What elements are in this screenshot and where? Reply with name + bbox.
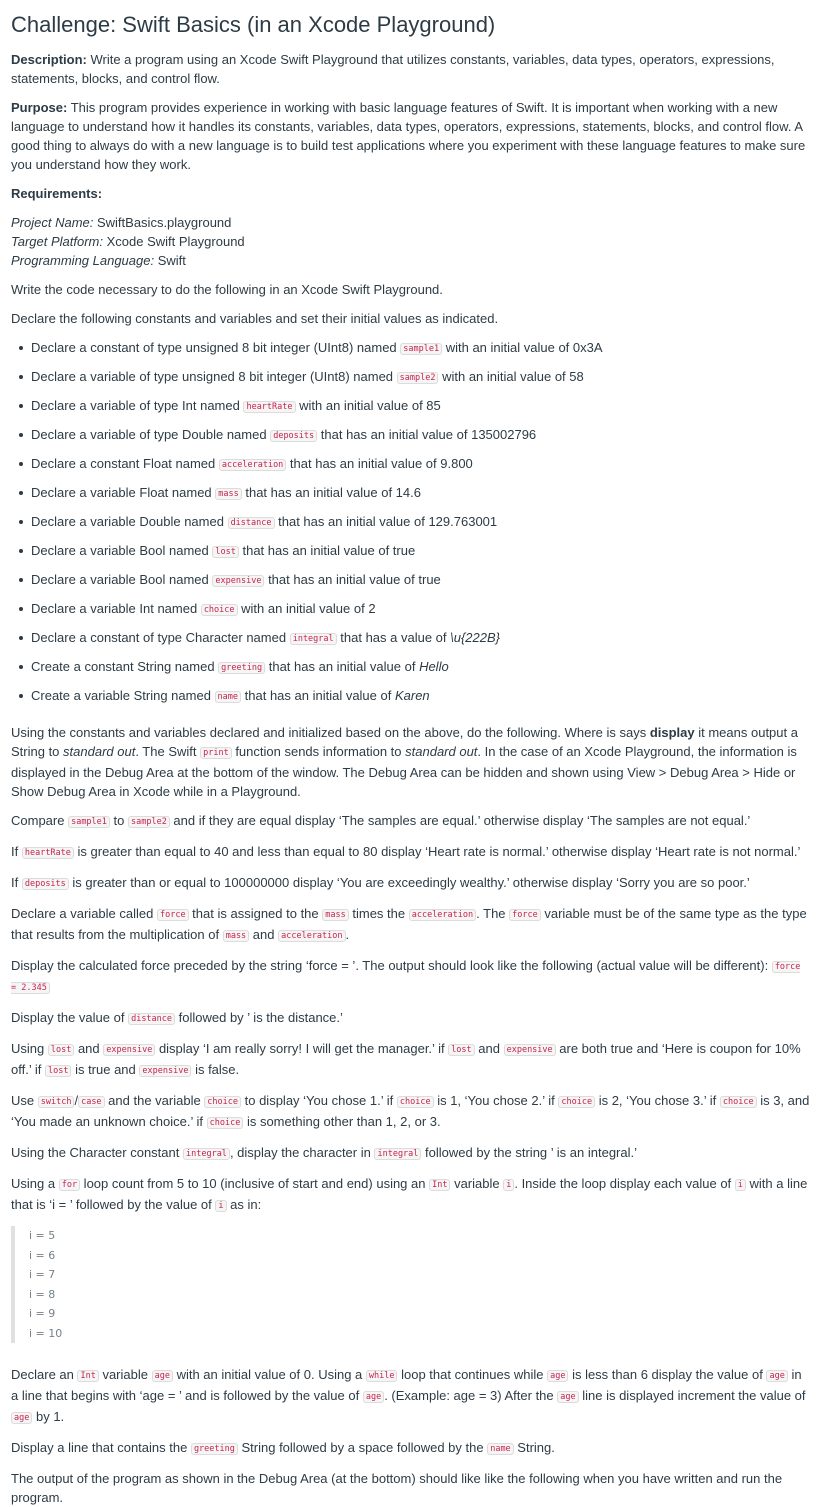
text-run: that has an initial value of true <box>238 543 416 558</box>
text-run: Declare a variable of type Int named <box>31 398 244 413</box>
text-run: variable <box>98 1367 152 1382</box>
target-platform-label: Target Platform: <box>11 234 104 249</box>
text-run: Display the value of <box>11 1010 129 1025</box>
inline-code: age <box>363 1391 384 1403</box>
description-text: Write a program using an Xcode Swift Playground that utilizes constants, variables, data types, operators, expressions, statements, blocks, and control flow. <box>11 52 775 86</box>
text-run: . The Swift <box>135 744 201 759</box>
text-run: with a line that is ‘i = ’ followed by the value of <box>11 1176 808 1212</box>
text-run: followed by ’ is the distance.’ <box>175 1010 343 1025</box>
text-run: Using a <box>11 1176 59 1191</box>
inline-code: mass <box>223 930 249 942</box>
inline-code: greeting <box>218 662 265 674</box>
text-run: Declare a variable Double named <box>31 514 228 529</box>
text-run: with an initial value of 2 <box>237 601 376 616</box>
inline-code: choice <box>207 1117 244 1129</box>
list-item <box>11 512 810 541</box>
inline-code: deposits <box>270 430 317 442</box>
text-run: standard out <box>63 744 136 759</box>
text-run: . In the case of an Xcode Playground, the information is displayed in the Debug Area at the bottom of the window. The Debug Area can be hidden and shown using View > Debug Area > Hide or Show Debug Area in Xcode while in a Playground. <box>11 744 797 799</box>
inline-code: name <box>215 691 241 703</box>
text-run: Declare a variable Bool named <box>31 543 213 558</box>
task-heart-rate <box>11 842 810 863</box>
text-run: is 2, ‘You chose 3.’ if <box>595 1093 720 1108</box>
inline-code: mass <box>215 488 241 500</box>
output-line: i = 10 <box>29 1326 63 1340</box>
text-run: Display a line that contains the <box>11 1440 191 1455</box>
inline-code: lost <box>45 1065 71 1077</box>
text-run: followed by the string ’ is an integral.’ <box>421 1145 637 1160</box>
inline-code: for <box>59 1179 80 1191</box>
text-run: that has an initial value of true <box>264 572 441 587</box>
task-compare <box>11 811 810 832</box>
inline-code: expensive <box>212 575 264 587</box>
list-item <box>11 425 810 454</box>
inline-code: heartRate <box>243 401 295 413</box>
declarations-list <box>11 338 810 715</box>
text-run: Declare a constant of type unsigned 8 bit integer (UInt8) named <box>31 340 401 355</box>
project-info <box>11 213 810 270</box>
inline-code: sample1 <box>400 343 442 355</box>
text-run: Declare a variable of type unsigned 8 bit integer (UInt8) named <box>31 369 397 384</box>
text-run: with an initial value of 0. Using a <box>172 1367 366 1382</box>
inline-code: mass <box>322 909 348 921</box>
inline-code: greeting <box>191 1443 238 1455</box>
text-run: by 1. <box>32 1409 65 1424</box>
intro-declare: Declare the following constants and variables and set their initial values as indicated. <box>11 311 499 326</box>
text-run: Using the constants and variables declared and initialized based on the above, do the following. Where is says <box>11 725 650 740</box>
text-run: is 1, ‘You chose 2.’ if <box>433 1093 559 1108</box>
inline-code: force <box>509 909 541 921</box>
inline-code: choice <box>204 1096 241 1108</box>
text-run: that has an initial value of 14.6 <box>241 485 421 500</box>
inline-code: deposits <box>22 878 69 890</box>
inline-code: expensive <box>504 1044 556 1056</box>
inline-code: force <box>157 909 189 921</box>
text-run: Declare a variable Float named <box>31 485 216 500</box>
inline-code: switch <box>38 1096 75 1108</box>
text-run: Declare a variable of type Double named <box>31 427 271 442</box>
text-run: is greater than equal to 40 and less than equal to 80 display ‘Heart rate is normal.’ otherwise display ‘Heart rate is not normal.’ <box>73 844 801 859</box>
text-run: function sends information to <box>231 744 406 759</box>
inline-code: age <box>766 1370 787 1382</box>
inline-code: Int <box>77 1370 98 1382</box>
inline-code: choice <box>720 1096 757 1108</box>
output-line: i = 6 <box>29 1248 56 1262</box>
inline-code: case <box>78 1096 104 1108</box>
text-run: Declare a variable Bool named <box>31 572 213 587</box>
text-run: . <box>345 927 350 942</box>
text-run: is something other than 1, 2, or 3. <box>243 1114 441 1129</box>
inline-code: i <box>735 1179 746 1191</box>
text-run: with an initial value of 0x3A <box>442 340 603 355</box>
programming-language-label: Programming Language: <box>11 253 155 268</box>
inline-code: print <box>200 747 232 759</box>
inline-code: acceleration <box>278 930 345 942</box>
inline-code: force = 2.345 <box>11 962 801 993</box>
using-paragraph <box>11 723 810 801</box>
text-run: and <box>74 1041 104 1056</box>
inline-code: heartRate <box>22 847 74 859</box>
inline-code: sample2 <box>397 372 439 384</box>
text-run: Declare a variable Int named <box>31 601 201 616</box>
text-run: is greater than or equal to 100000000 display ‘You are exceedingly wealthy.’ otherwise display ‘Sorry you are so poor.’ <box>68 875 750 890</box>
text-run: String. <box>513 1440 555 1455</box>
purpose-label: Purpose: <box>11 100 68 115</box>
inline-code: lost <box>448 1044 474 1056</box>
text-run: display ‘I am really sorry! I will get the manager.’ if <box>155 1041 449 1056</box>
inline-code: i <box>503 1179 514 1191</box>
inline-code: distance <box>128 1013 175 1025</box>
text-run: are both true and ‘Here is coupon for 10% off.’ if <box>11 1041 801 1077</box>
task-switch <box>11 1091 810 1133</box>
inline-code: sample2 <box>128 816 170 828</box>
programming-language-value: Swift <box>154 253 186 268</box>
target-platform-value: Xcode Swift Playground <box>103 234 245 249</box>
inline-code: choice <box>558 1096 595 1108</box>
inline-code: distance <box>228 517 275 529</box>
list-item <box>11 599 810 628</box>
purpose-paragraph <box>11 98 810 174</box>
description-paragraph <box>11 50 810 88</box>
text-run: is 3, and ‘You made an unknown choice.’ if <box>11 1093 810 1129</box>
purpose-text: This program provides experience in working with basic language features of Swift. It is important when working with a new language to understand how it handles its constants, variables, data types, operators, expressions, statements, blocks, and control flow. A good thing to always do with a new language is to build test applications where you experiment with these language features to make sure you understand how they work. <box>11 100 806 172</box>
page-title: Challenge: Swift Basics (in an Xcode Playground) <box>11 12 496 37</box>
inline-code: integral <box>183 1148 230 1160</box>
text-run: as in: <box>226 1197 262 1212</box>
list-item <box>11 628 810 657</box>
project-name-value: SwiftBasics.playground <box>93 215 232 230</box>
text-run: to <box>109 813 128 828</box>
list-item <box>11 454 810 483</box>
inline-code: expensive <box>103 1044 155 1056</box>
inline-code: i <box>215 1200 226 1212</box>
output-line: i = 5 <box>29 1229 56 1242</box>
inline-code: age <box>152 1370 173 1382</box>
description-label: Description: <box>11 52 87 67</box>
list-item <box>11 541 810 570</box>
text-run: , display the character in <box>229 1145 375 1160</box>
text-run: line is displayed increment the value of <box>578 1388 806 1403</box>
list-item <box>11 657 810 686</box>
inline-code: age <box>557 1391 578 1403</box>
text-run: is less than 6 display the value of <box>568 1367 767 1382</box>
text-run: variable must be of the same type as the type that results from the multiplication of <box>11 906 807 942</box>
text-run: . Inside the loop display each value of <box>514 1176 735 1191</box>
text-run: and if they are equal display ‘The samples are equal.’ otherwise display ‘The samples are not equal.’ <box>169 813 751 828</box>
task-display-force <box>11 956 810 998</box>
text-run: with an initial value of 58 <box>438 369 584 384</box>
task-while-loop <box>11 1365 810 1428</box>
text-run: Declare an <box>11 1367 78 1382</box>
task-for-loop <box>11 1174 810 1216</box>
text-run: Create a constant String named <box>31 659 219 674</box>
text-run: Declare a constant Float named <box>31 456 219 471</box>
text-run: . (Example: age = 3) After the <box>384 1388 558 1403</box>
text-run: Display the calculated force preceded by the string ‘force = ’. The output should look like the following (actual value will be different): <box>11 958 772 973</box>
text-run: and <box>474 1041 504 1056</box>
inline-code: sample1 <box>68 816 110 828</box>
list-item <box>11 570 810 599</box>
output-line: i = 9 <box>29 1307 56 1320</box>
loop-output-block <box>11 1226 810 1343</box>
inline-code: Int <box>429 1179 450 1191</box>
text-run: Compare <box>11 813 69 828</box>
text-run: that has an initial value of <box>241 688 395 703</box>
task-force <box>11 904 810 946</box>
text-run: to display ‘You chose 1.’ if <box>241 1093 397 1108</box>
text-run: that has an initial value of 135002796 <box>317 427 537 442</box>
inline-code: choice <box>201 604 238 616</box>
text-run: in a line that begins with ‘age = ’ and is followed by the value of <box>11 1367 802 1403</box>
text-run: If <box>11 875 22 890</box>
inline-code: name <box>487 1443 513 1455</box>
text-run: Use <box>11 1093 38 1108</box>
text-run: Hello <box>419 659 449 674</box>
inline-code: acceleration <box>219 459 286 471</box>
text-run: Declare a variable called <box>11 906 157 921</box>
inline-code: integral <box>290 633 337 645</box>
task-output: The output of the program as shown in the Debug Area (at the bottom) should like like the following when you have written and run the program. <box>11 1471 783 1505</box>
text-run: String followed by a space followed by the <box>237 1440 488 1455</box>
list-item <box>11 367 810 396</box>
text-run: / <box>74 1093 79 1108</box>
text-run: that is assigned to the <box>188 906 323 921</box>
output-line: i = 8 <box>29 1287 56 1301</box>
text-run: If <box>11 844 22 859</box>
task-deposits <box>11 873 810 894</box>
task-distance <box>11 1008 810 1029</box>
text-run: it means output a String to <box>11 725 798 759</box>
list-item <box>11 686 810 715</box>
output-line: i = 7 <box>29 1268 56 1281</box>
text-run: times the <box>348 906 409 921</box>
text-run: \u{222B} <box>450 630 501 645</box>
text-run: standard out <box>405 744 478 759</box>
requirements-heading <box>11 184 810 203</box>
text-run: is true and <box>71 1062 140 1077</box>
text-run: Using the Character constant <box>11 1145 183 1160</box>
list-item <box>11 338 810 367</box>
inline-code: while <box>366 1370 398 1382</box>
list-item <box>11 483 810 512</box>
text-run: that has an initial value of 9.800 <box>286 456 473 471</box>
text-run: Create a variable String named <box>31 688 215 703</box>
task-integral <box>11 1143 810 1164</box>
intro-write: Write the code necessary to do the following in an Xcode Swift Playground. <box>11 282 443 297</box>
inline-code: lost <box>212 546 238 558</box>
text-run: . The <box>476 906 510 921</box>
text-run: Requirements: <box>11 186 103 201</box>
inline-code: acceleration <box>409 909 476 921</box>
project-name-label: Project Name: <box>11 215 94 230</box>
text-run: is false. <box>191 1062 240 1077</box>
text-run: Using <box>11 1041 48 1056</box>
text-run: display <box>649 725 695 740</box>
text-run: Declare a constant of type Character named <box>31 630 290 645</box>
text-run: loop that continues while <box>397 1367 548 1382</box>
text-run: loop count from 5 to 10 (inclusive of start and end) using an <box>80 1176 430 1191</box>
list-item <box>11 396 810 425</box>
text-run: that has a value of <box>336 630 451 645</box>
inline-code: choice <box>397 1096 434 1108</box>
inline-code: age <box>547 1370 568 1382</box>
inline-code: lost <box>48 1044 74 1056</box>
task-greeting <box>11 1438 810 1459</box>
text-run: variable <box>450 1176 504 1191</box>
inline-code: age <box>11 1412 32 1424</box>
inline-code: expensive <box>139 1065 191 1077</box>
text-run: Karen <box>394 688 430 703</box>
inline-code: integral <box>374 1148 421 1160</box>
text-run: and <box>249 927 279 942</box>
text-run: and the variable <box>104 1093 205 1108</box>
text-run: that has an initial value of <box>265 659 420 674</box>
task-lost <box>11 1039 810 1081</box>
text-run: that has an initial value of 129.763001 <box>274 514 498 529</box>
text-run: with an initial value of 85 <box>295 398 441 413</box>
